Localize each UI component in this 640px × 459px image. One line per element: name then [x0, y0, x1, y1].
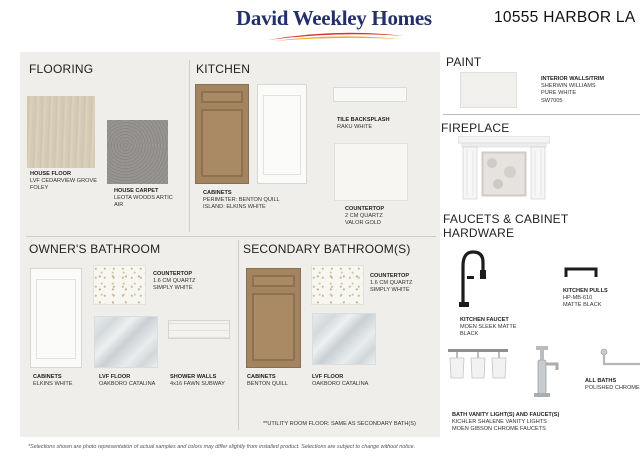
- vanity-lights-label: BATH VANITY LIGHT(S) AND FAUCET(S) KICHLER SHALENE VANITY LIGHTS MOEN GIBSON CHROME FAUCETS: [452, 412, 560, 433]
- kitchen-faucet-icon: [453, 246, 489, 308]
- brand-logo: [236, 6, 432, 40]
- all-baths-label: ALL BATHS POLISHED CHROME: [585, 378, 640, 392]
- secondary-countertop-swatch: [311, 265, 364, 305]
- kitchen-pulls-label: KITCHEN PULLS HP-MB-610 MATTE BLACK: [563, 288, 608, 309]
- shower-walls-swatch: [168, 320, 230, 339]
- owner-lvf-floor-label: LVF FLOOR OAKBORO CATALINA: [99, 374, 156, 388]
- towel-bar-icon: [600, 348, 640, 374]
- fireplace-mantel-image: [458, 136, 550, 200]
- kitchen-island-cabinet-swatch: [257, 84, 307, 184]
- section-title-fireplace: FIREPLACE: [441, 121, 510, 135]
- kitchen-countertop-label: COUNTERTOP 2 CM QUARTZ VALOR GOLD: [345, 206, 385, 227]
- home-address: 10555 HARBOR LA: [494, 9, 636, 26]
- tile-backsplash-label: TILE BACKSPLASH RAKU WHITE: [337, 117, 390, 131]
- vanity-light-icon: [446, 346, 510, 382]
- owner-lvf-floor-swatch: [94, 316, 158, 368]
- house-floor-swatch: [27, 96, 95, 168]
- secondary-cabinet-swatch: [246, 268, 301, 368]
- divider-upper-lower: [26, 236, 436, 237]
- owner-cabinet-swatch: [30, 268, 82, 368]
- divider-flooring-kitchen: [189, 60, 190, 232]
- brand-name: David Weekley Homes: [236, 6, 432, 30]
- section-title-hardware: HARDWARE: [443, 226, 515, 240]
- bath-faucet-icon: [530, 340, 560, 398]
- owner-cabinets-label: CABINETS ELKINS WHITE: [33, 374, 73, 388]
- section-title-owners-bathroom: OWNER'S BATHROOM: [29, 242, 161, 256]
- owner-countertop-swatch: [93, 265, 146, 305]
- kitchen-countertop-swatch: [334, 143, 408, 201]
- interior-walls-label: INTERIOR WALLS/TRIM SHERWIN WILLIAMS PURE WHITE SW7005: [541, 76, 605, 104]
- utility-room-note: **UTILITY ROOM FLOOR: SAME AS SECONDARY BATH(S): [263, 421, 416, 427]
- secondary-cabinets-label: CABINETS BENTON QUILL: [247, 374, 288, 388]
- section-title-flooring: FLOORING: [29, 62, 94, 76]
- brand-swoosh-icon: [266, 30, 406, 42]
- section-title-kitchen: KITCHEN: [196, 62, 251, 76]
- kitchen-faucet-label: KITCHEN FAUCET MOEN SLEEK MATTE BLACK: [460, 317, 517, 338]
- house-floor-label: HOUSE FLOOR LVF CEDARVIEW GROVE FOLEY: [30, 171, 97, 192]
- section-title-paint: PAINT: [446, 55, 482, 69]
- paint-swatch: [460, 72, 517, 108]
- house-carpet-label: HOUSE CARPET LEOTA WOODS ARTIC AIR: [114, 188, 173, 209]
- secondary-lvf-floor-swatch: [312, 313, 376, 365]
- section-title-secondary-bathroom: SECONDARY BATHROOM(S): [243, 242, 411, 256]
- divider-bathrooms: [238, 240, 239, 430]
- secondary-lvf-floor-label: LVF FLOOR OAKBORO CATALINA: [312, 374, 369, 388]
- tile-backsplash-swatch: [333, 87, 407, 102]
- cabinet-pull-icon: [564, 266, 598, 278]
- kitchen-cabinets-label: CABINETS PERIMETER: BENTON QUILL ISLAND: ELKINS WHITE: [203, 190, 280, 211]
- kitchen-perimeter-cabinet-swatch: [195, 84, 249, 184]
- house-carpet-swatch: [107, 120, 168, 184]
- disclaimer-footnote: *Selections shown are photo representation of actual samples and colors may differ slightly from installed product. Selections are subject to change without notice.: [28, 444, 416, 450]
- owner-countertop-label: COUNTERTOP 1.6 CM QUARTZ SIMPLY WHITE: [153, 271, 196, 292]
- section-title-faucets: FAUCETS & CABINET: [443, 212, 569, 226]
- shower-walls-label: SHOWER WALLS 4x16 FAWN SUBWAY: [170, 374, 225, 388]
- divider-paint-fireplace: [443, 114, 640, 115]
- secondary-countertop-label: COUNTERTOP 1.6 CM QUARTZ SIMPLY WHITE: [370, 273, 413, 294]
